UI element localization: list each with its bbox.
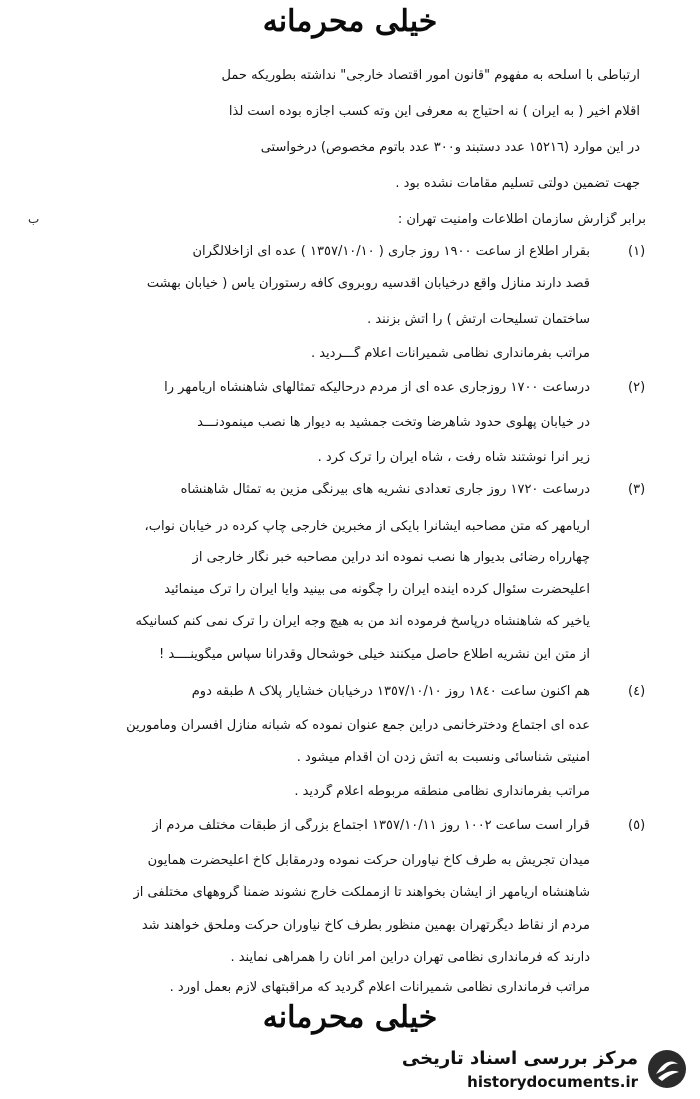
section-heading: برابر گزارش سازمان اطلاعات وامنیت تهران : — [397, 212, 646, 227]
item-line: از متن این نشریه اطلاع حاصل میکنند خیلی خوشحال وقدرانا سپاس میگوینــــد ! — [158, 647, 590, 662]
archive-url[interactable]: historydocuments.ir — [467, 1073, 638, 1091]
archive-name: مرکز بررسی اسناد تاریخی — [401, 1048, 638, 1069]
item-line: هم اکنون ساعت ١٨٤٠ روز ١٣٥٧/١٠/١٠ درخیابان خشایار پلاک ٨ طبقه دوم — [191, 684, 590, 699]
item-line: در خیابان پهلوی حدود شاهرضا وتخت جمشید به دیوار ها نصب مینمودنـــد — [197, 415, 590, 430]
item-line: زیر آنرا نوشتند شاه رفت ، شاه ایران را ترک کرد . — [317, 450, 590, 465]
item-line: بقرار اطلاع از ساعت ١٩٠٠ روز جاری ( ١٣٥٧/١٠/١٠ ) عده ای ازاخلالگران — [192, 244, 590, 259]
item-line: مردم از نقاط دیگرتهران بهمین منظور بطرف کاخ نیاوران حرکت وملحق خواهند شد — [141, 918, 590, 933]
item-line: میدان تجریش به طرف کاخ نیاوران حرکت نموده ودرمقابل کاخ اعلیحضرت همایون — [147, 853, 590, 868]
intro-line: اقلام اخیر ( به ایران ) نه احتیاج به معرفی این وته کسب اجازه بوده است لذا — [228, 104, 640, 119]
bottom-classification-stamp: خیلی محرمانه — [262, 1000, 438, 1035]
item-line: مراتب بفرمانداری نظامی شمیرانات اعلام گـــردید . — [310, 346, 590, 361]
section-marker: ب — [28, 212, 40, 226]
item-line: اعلیحضرت سئوال کرده آینده ایران را چگونه می بینید وآیا ایران را ترک مینمائید — [164, 582, 590, 597]
intro-line: ارتباطی با اسلحه به مفهوم "قانون امور اقتصاد خارجی" نداشته بطوریکه حمل — [221, 68, 640, 83]
item-line: قرار است ساعت ١٠٠٢ روز ١٣٥٧/١٠/١١ اجتماع بزرگی از طبقات مختلف مردم از — [152, 818, 590, 833]
item-line: آریامهر که متن مصاحبه ایشانرا بایکی از مخبرین خارجی چاپ کرده در خیابان نواب، — [144, 519, 590, 534]
intro-line: جهت تضمین دولتی تسلیم مقامات نشده بود . — [395, 176, 640, 191]
top-classification-stamp: خیلی محرمانه — [262, 4, 438, 39]
item-line: عده ای اجتماع ودخترخانمی دراین جمع عنوان نموده که شبانه منازل افسران ومأمورین — [126, 718, 590, 733]
item-line: دارند که فرمانداری نظامی تهران دراین امر آنان را همراهی نمایند . — [230, 950, 590, 965]
item-line: ساختمان تسلیحات ارتش ) را آتش بزنند . — [367, 312, 590, 327]
item-line: درساعت ١٧٢٠ روز جاری تعدادی نشریه های بیرنگی مزین به تمثال شاهنشاه — [180, 482, 590, 497]
archive-logo-icon — [646, 1048, 688, 1090]
item-line: شاهنشاه آریامهر از ایشان بخواهند تا ازمملکت خارج نشوند ضمناً گروههای مختلفی از — [133, 885, 590, 900]
document-page: خیلی محرمانه ارتباطی با اسلحه به مفهوم "قانون امور اقتصاد خارجی" نداشته بطوریکه حمل اقلام اخیر ( به ایران ) نه احتیاج به معرفی این وته کسب اجازه بوده است لذا در این موارد (١٥٢١٦ عدد دستبند و٣٠٠ عدد باتوم مخصوص) درخواستی جهت تضمین دولتی تسلیم مقامات نشده بود . ب برابر گزارش سازمان اطلاعات وامنیت تهران : (١) بقرار اطلاع از ساعت ١٩٠٠ روز جاری ( ١٣٥٧/١٠/١٠ ) عده ای ازاخلالگران قصد دارند منازل واقع درخیابان اقدسیه روبروی کافه رستوران یاس ( خیابان بهشت ساختمان تسلیحات ارتش ) را آتش بزنند . مراتب بفرمانداری نظامی شمیرانات اعلام گـــردید . (٢) درساعت ١٧٠٠ روزجاری عده ای از مردم درحالیکه تمثالهای شاهنشاه آریامهر را در خیابان پهلوی حدود شاهرضا وتخت جمشید به دیوار ها نصب مینمودنـــد زیر آنرا نوشتند شاه رفت ، شاه ایران را ترک کرد . (٣) درساعت ١٧٢٠ روز جاری تعدادی نشریه های بیرنگی مزین به تمثال شاهنشاه آریامهر که متن مصاحبه ایشانرا بایکی از مخبرین خارجی چاپ کرده در خیابان نواب، چهارراه رضائی بدیوار ها نصب نموده اند دراین مصاحبه خبر نگار خارجی از اعلیحضرت سئوال کرده آینده ایران را چگونه می بینید وآیا ایران را ترک مینمائید یاخیر که شاهنشاه درپاسخ فرموده اند من به هیچ وجه ایران را ترک نمی کنم کسانیکه از متن این نشریه اطلاع حاصل میکنند خیلی خوشحال وقدرانا سپاس میگوینــــد ! (٤) هم اکنون ساعت ١٨٤٠ روز ١٣٥٧/١٠/١٠ درخیابان خشایار پلاک ٨ طبقه دوم عده ای اجتماع ودخترخانمی دراین جمع عنوان نموده که شبانه منازل افسران ومأمورین امنیتی شناسائی ونسبت به آتش زدن آن اقدام میشود . مراتب بفرمانداری نظامی منطقه مربوطه اعلام گردید . (٥) قرار است ساعت ١٠٠٢ روز ١٣٥٧/١٠/١١ اجتماع بزرگی از طبقات مختلف مردم از میدان تجریش به طرف کاخ نیاوران حرکت نموده ودرمقابل کاخ اعلیحضرت همایون شاهنشاه آریامهر از ایشان بخواهند تا ازمملکت خارج نشوند ضمناً گروههای مختلفی از مردم از نقاط دیگرتهران بهمین منظور بطرف کاخ نیاوران حرکت وملحق خواهند شد دارند که فرمانداری نظامی تهران دراین امر آنان را همراهی نمایند . مراتب فرمانداری نظامی شمیرانات اعلام گردید که مراقبتهای لازم بعمل آورد . خیلی محرمانه مرکز بررسی اسناد تاریخی historydocuments.ir — [0, 0, 700, 1099]
item-line: مراتب بفرمانداری نظامی منطقه مربوطه اعلام گردید . — [294, 784, 590, 799]
item-line: درساعت ١٧٠٠ روزجاری عده ای از مردم درحالیکه تمثالهای شاهنشاه آریامهر را — [164, 380, 590, 395]
item-line: امنیتی شناسائی ونسبت به آتش زدن آن اقدام میشود . — [296, 750, 590, 765]
item-line: یاخیر که شاهنشاه درپاسخ فرموده اند من به هیچ وجه ایران را ترک نمی کنم کسانیکه — [135, 614, 590, 629]
item-line: چهارراه رضائی بدیوار ها نصب نموده اند دراین مصاحبه خبر نگار خارجی از — [192, 550, 590, 565]
item-line: مراتب فرمانداری نظامی شمیرانات اعلام گردید که مراقبتهای لازم بعمل آورد . — [169, 980, 590, 995]
item-line: قصد دارند منازل واقع درخیابان اقدسیه روبروی کافه رستوران یاس ( خیابان بهشت — [146, 276, 590, 291]
intro-line: در این موارد (١٥٢١٦ عدد دستبند و٣٠٠ عدد باتوم مخصوص) درخواستی — [260, 140, 640, 155]
